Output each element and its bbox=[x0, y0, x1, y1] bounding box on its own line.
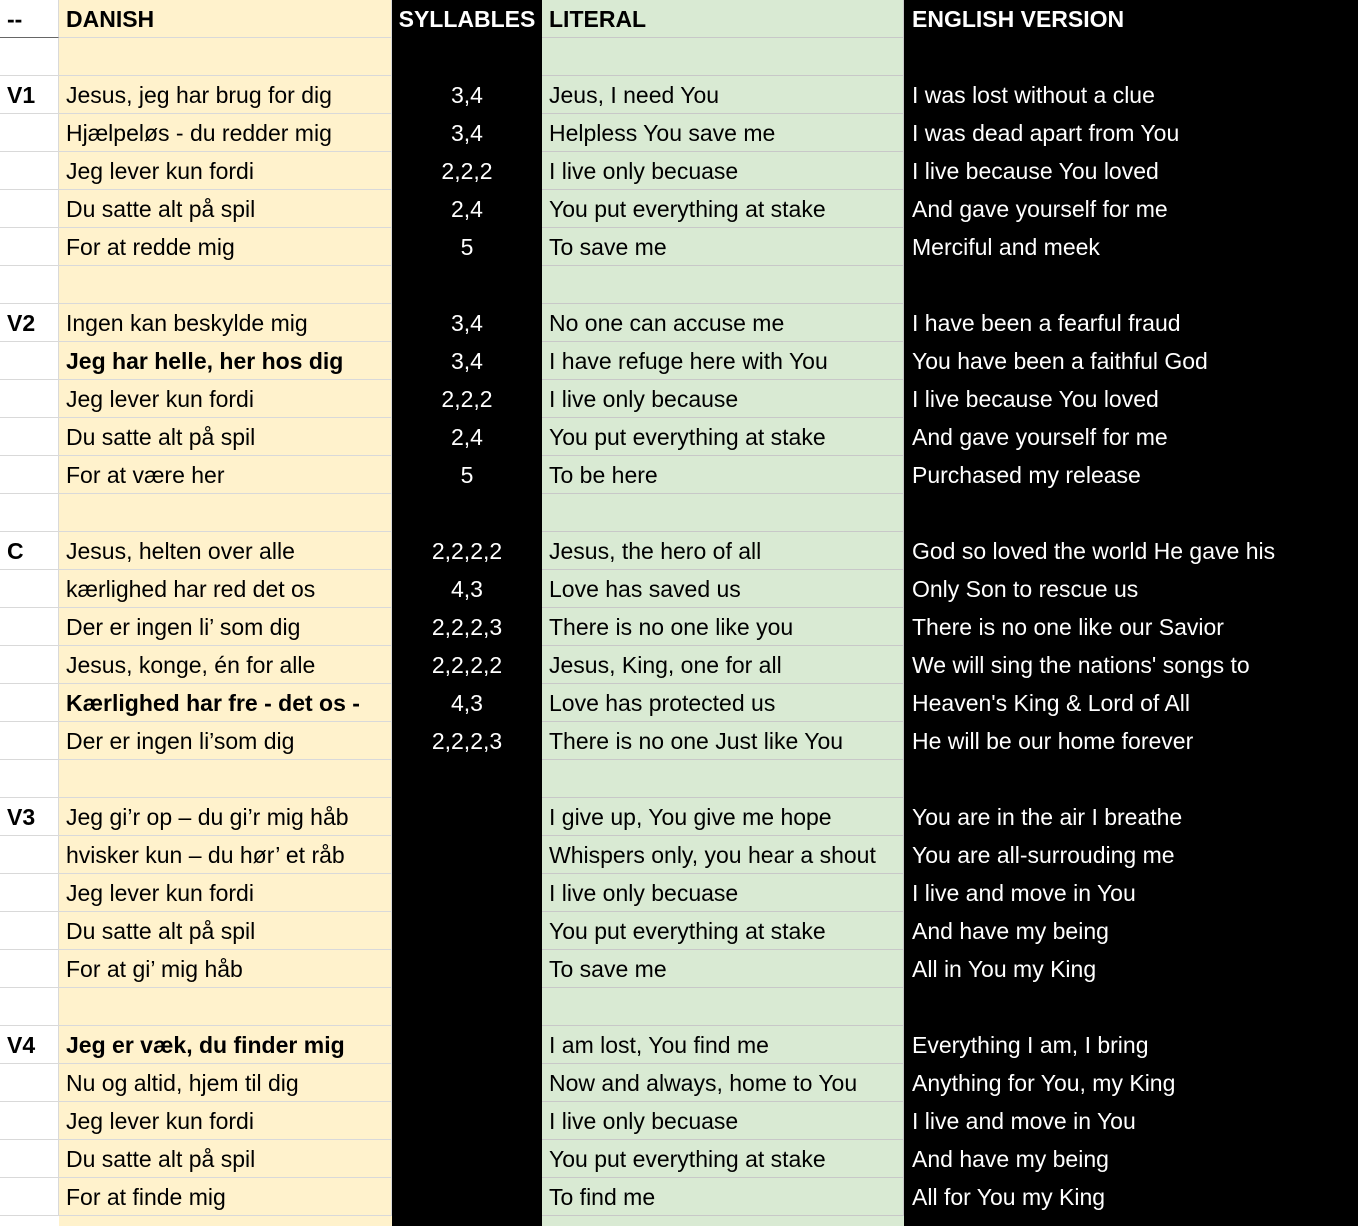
english-cell[interactable]: I live because You loved bbox=[904, 380, 1358, 418]
table-row bbox=[0, 380, 1358, 418]
english-cell[interactable]: You are in the air I breathe bbox=[904, 798, 1358, 836]
syllables-cell[interactable]: 3,4 bbox=[392, 304, 542, 342]
syllables-cell[interactable]: 2,4 bbox=[392, 190, 542, 228]
syllables-cell[interactable] bbox=[392, 1102, 542, 1140]
syllables-cell[interactable]: 4,3 bbox=[392, 570, 542, 608]
literal-cell[interactable]: There is no one Just like You bbox=[542, 722, 904, 760]
danish-cell[interactable] bbox=[59, 266, 392, 304]
danish-cell[interactable]: Jesus, jeg har brug for dig bbox=[59, 76, 392, 114]
section-cell[interactable] bbox=[0, 456, 59, 494]
english-cell[interactable]: You are all-surrouding me bbox=[904, 836, 1358, 874]
english-cell[interactable]: Purchased my release bbox=[904, 456, 1358, 494]
section-cell[interactable] bbox=[0, 950, 59, 988]
section-cell[interactable] bbox=[0, 418, 59, 456]
table-row bbox=[0, 152, 1358, 190]
literal-cell[interactable]: You put everything at stake bbox=[542, 418, 904, 456]
danish-cell[interactable]: kærlighed har red det os bbox=[59, 570, 392, 608]
danish-cell[interactable]: Ingen kan beskylde mig bbox=[59, 304, 392, 342]
literal-cell[interactable] bbox=[542, 988, 904, 1026]
section-cell[interactable]: V3 bbox=[0, 798, 59, 836]
literal-cell[interactable]: Jesus, King, one for all bbox=[542, 646, 904, 684]
english-cell[interactable]: We will sing the nations' songs to bbox=[904, 646, 1358, 684]
danish-cell[interactable]: Jeg er væk, du finder mig bbox=[59, 1026, 392, 1064]
section-cell[interactable] bbox=[0, 570, 59, 608]
english-cell[interactable]: I was lost without a clue bbox=[904, 76, 1358, 114]
danish-cell[interactable]: hvisker kun – du hør’ et råb bbox=[59, 836, 392, 874]
literal-cell[interactable] bbox=[542, 494, 904, 532]
syllables-cell[interactable] bbox=[392, 1178, 542, 1216]
danish-cell[interactable]: Jeg har helle, her hos dig bbox=[59, 342, 392, 380]
section-cell[interactable] bbox=[0, 380, 59, 418]
table-row bbox=[0, 1064, 1358, 1102]
english-cell[interactable]: All for You my King bbox=[904, 1178, 1358, 1216]
table-row bbox=[0, 874, 1358, 912]
literal-cell[interactable]: Now and always, home to You bbox=[542, 1064, 904, 1102]
english-cell[interactable]: There is no one like our Savior bbox=[904, 608, 1358, 646]
table-row bbox=[0, 798, 1358, 836]
literal-cell[interactable]: Love has protected us bbox=[542, 684, 904, 722]
section-cell[interactable]: V2 bbox=[0, 304, 59, 342]
literal-cell[interactable]: You put everything at stake bbox=[542, 1140, 904, 1178]
table-row bbox=[0, 1026, 1358, 1064]
table-row bbox=[0, 266, 1358, 304]
section-cell[interactable] bbox=[0, 760, 59, 798]
table-row bbox=[0, 494, 1358, 532]
danish-cell[interactable] bbox=[59, 988, 392, 1026]
english-cell[interactable]: He will be our home forever bbox=[904, 722, 1358, 760]
danish-cell[interactable]: Jeg lever kun fordi bbox=[59, 1102, 392, 1140]
literal-cell[interactable]: There is no one like you bbox=[542, 608, 904, 646]
english-cell[interactable]: You have been a faithful God bbox=[904, 342, 1358, 380]
table-row bbox=[0, 304, 1358, 342]
syllables-cell[interactable] bbox=[392, 1140, 542, 1178]
danish-cell[interactable]: Hjælpeløs - du redder mig bbox=[59, 114, 392, 152]
syllables-cell[interactable]: 5 bbox=[392, 228, 542, 266]
english-cell[interactable]: I was dead apart from You bbox=[904, 114, 1358, 152]
danish-cell[interactable]: Du satte alt på spil bbox=[59, 1140, 392, 1178]
english-cell[interactable] bbox=[904, 760, 1358, 798]
section-cell[interactable] bbox=[0, 1178, 59, 1216]
literal-cell[interactable] bbox=[542, 760, 904, 798]
literal-cell[interactable]: I am lost, You find me bbox=[542, 1026, 904, 1064]
literal-cell[interactable]: Whispers only, you hear a shout bbox=[542, 836, 904, 874]
header-section-cell[interactable]: -- bbox=[0, 0, 59, 38]
syllables-cell[interactable]: 3,4 bbox=[392, 114, 542, 152]
table-row bbox=[0, 608, 1358, 646]
syllables-cell[interactable] bbox=[392, 760, 542, 798]
literal-cell[interactable]: No one can accuse me bbox=[542, 304, 904, 342]
syllables-cell[interactable] bbox=[392, 38, 542, 76]
english-cell[interactable]: Everything I am, I bring bbox=[904, 1026, 1358, 1064]
english-cell[interactable]: And have my being bbox=[904, 1140, 1358, 1178]
section-cell[interactable] bbox=[0, 988, 59, 1026]
literal-cell[interactable] bbox=[542, 38, 904, 76]
table-row bbox=[0, 228, 1358, 266]
english-cell[interactable]: Heaven's King & Lord of All bbox=[904, 684, 1358, 722]
syllables-cell[interactable] bbox=[392, 798, 542, 836]
section-cell[interactable] bbox=[0, 722, 59, 760]
english-cell[interactable]: I live and move in You bbox=[904, 1102, 1358, 1140]
header-row bbox=[0, 0, 1358, 38]
literal-cell[interactable]: To save me bbox=[542, 228, 904, 266]
literal-cell[interactable] bbox=[542, 266, 904, 304]
literal-cell[interactable]: You put everything at stake bbox=[542, 190, 904, 228]
danish-cell[interactable]: Der er ingen li’som dig bbox=[59, 722, 392, 760]
danish-cell[interactable]: Der er ingen li’ som dig bbox=[59, 608, 392, 646]
syllables-cell[interactable] bbox=[392, 950, 542, 988]
table-row bbox=[0, 418, 1358, 456]
section-cell[interactable] bbox=[0, 646, 59, 684]
danish-cell[interactable]: Jeg lever kun fordi bbox=[59, 380, 392, 418]
table-row bbox=[0, 532, 1358, 570]
table-row bbox=[0, 836, 1358, 874]
literal-cell[interactable]: Jesus, the hero of all bbox=[542, 532, 904, 570]
table-row bbox=[0, 38, 1358, 76]
literal-cell[interactable]: To find me bbox=[542, 1178, 904, 1216]
section-cell[interactable] bbox=[0, 114, 59, 152]
literal-cell[interactable]: To save me bbox=[542, 950, 904, 988]
english-cell[interactable]: I have been a fearful fraud bbox=[904, 304, 1358, 342]
section-cell[interactable] bbox=[0, 266, 59, 304]
table-row bbox=[0, 988, 1358, 1026]
literal-cell[interactable]: I live only because bbox=[542, 380, 904, 418]
partial-row-tail bbox=[0, 1216, 1358, 1226]
table-row bbox=[0, 722, 1358, 760]
english-cell[interactable] bbox=[904, 38, 1358, 76]
literal-cell[interactable]: Helpless You save me bbox=[542, 114, 904, 152]
section-cell[interactable] bbox=[0, 152, 59, 190]
syllables-cell[interactable]: 5 bbox=[392, 456, 542, 494]
section-cell[interactable] bbox=[0, 608, 59, 646]
literal-cell[interactable]: I live only becuase bbox=[542, 1102, 904, 1140]
english-cell[interactable]: I live and move in You bbox=[904, 874, 1358, 912]
syllables-cell[interactable] bbox=[392, 1026, 542, 1064]
syllables-cell[interactable]: 2,2,2,2 bbox=[392, 532, 542, 570]
syllables-cell[interactable]: 2,2,2,3 bbox=[392, 608, 542, 646]
section-cell[interactable]: V1 bbox=[0, 76, 59, 114]
section-cell[interactable] bbox=[0, 684, 59, 722]
literal-cell[interactable]: I give up, You give me hope bbox=[542, 798, 904, 836]
table-row bbox=[0, 760, 1358, 798]
english-cell[interactable]: God so loved the world He gave his bbox=[904, 532, 1358, 570]
danish-cell[interactable]: Du satte alt på spil bbox=[59, 912, 392, 950]
section-cell[interactable] bbox=[0, 874, 59, 912]
table-row bbox=[0, 342, 1358, 380]
section-cell[interactable] bbox=[0, 1140, 59, 1178]
danish-cell[interactable] bbox=[59, 494, 392, 532]
syllables-cell[interactable]: 2,2,2 bbox=[392, 380, 542, 418]
literal-cell[interactable]: Love has saved us bbox=[542, 570, 904, 608]
syllables-cell[interactable] bbox=[392, 912, 542, 950]
syllables-cell[interactable] bbox=[392, 266, 542, 304]
literal-cell[interactable]: Jeus, I need You bbox=[542, 76, 904, 114]
danish-cell[interactable] bbox=[59, 38, 392, 76]
english-cell[interactable] bbox=[904, 988, 1358, 1026]
header-english-cell[interactable]: ENGLISH VERSION bbox=[904, 0, 1358, 38]
table-row bbox=[0, 114, 1358, 152]
danish-cell[interactable]: Jeg gi’r op – du gi’r mig håb bbox=[59, 798, 392, 836]
danish-cell[interactable]: Du satte alt på spil bbox=[59, 418, 392, 456]
syllables-cell[interactable]: 2,2,2,3 bbox=[392, 722, 542, 760]
english-cell[interactable] bbox=[904, 494, 1358, 532]
english-cell[interactable]: Only Son to rescue us bbox=[904, 570, 1358, 608]
section-cell[interactable] bbox=[0, 1064, 59, 1102]
syllables-cell[interactable]: 2,2,2,2 bbox=[392, 646, 542, 684]
table-row bbox=[0, 646, 1358, 684]
danish-cell[interactable]: Jeg lever kun fordi bbox=[59, 874, 392, 912]
table-row bbox=[0, 190, 1358, 228]
danish-cell[interactable]: For at være her bbox=[59, 456, 392, 494]
danish-cell[interactable]: For at finde mig bbox=[59, 1178, 392, 1216]
section-cell[interactable] bbox=[0, 912, 59, 950]
section-cell[interactable] bbox=[0, 1102, 59, 1140]
english-cell[interactable]: Merciful and meek bbox=[904, 228, 1358, 266]
english-cell[interactable]: I live because You loved bbox=[904, 152, 1358, 190]
section-cell[interactable] bbox=[0, 190, 59, 228]
english-cell[interactable]: Anything for You, my King bbox=[904, 1064, 1358, 1102]
literal-cell[interactable]: You put everything at stake bbox=[542, 912, 904, 950]
syllables-cell[interactable] bbox=[392, 874, 542, 912]
english-cell[interactable]: And gave yourself for me bbox=[904, 418, 1358, 456]
table-row bbox=[0, 1178, 1358, 1216]
literal-cell[interactable]: I have refuge here with You bbox=[542, 342, 904, 380]
section-cell[interactable] bbox=[0, 228, 59, 266]
literal-cell[interactable]: I live only becuase bbox=[542, 152, 904, 190]
danish-cell[interactable]: Du satte alt på spil bbox=[59, 190, 392, 228]
danish-cell[interactable]: For at redde mig bbox=[59, 228, 392, 266]
table-row bbox=[0, 76, 1358, 114]
table-row bbox=[0, 570, 1358, 608]
header-syllables-cell[interactable]: SYLLABLES bbox=[392, 0, 542, 38]
section-cell[interactable]: C bbox=[0, 532, 59, 570]
danish-cell[interactable]: Jesus, helten over alle bbox=[59, 532, 392, 570]
danish-cell[interactable]: For at gi’ mig håb bbox=[59, 950, 392, 988]
syllables-cell[interactable] bbox=[392, 1064, 542, 1102]
syllables-cell[interactable]: 3,4 bbox=[392, 342, 542, 380]
section-cell[interactable]: V4 bbox=[0, 1026, 59, 1064]
english-cell[interactable]: And gave yourself for me bbox=[904, 190, 1358, 228]
danish-cell[interactable]: Kærlighed har fre - det os - bbox=[59, 684, 392, 722]
syllables-cell[interactable] bbox=[392, 494, 542, 532]
header-literal-cell[interactable]: LITERAL bbox=[542, 0, 904, 38]
danish-cell[interactable] bbox=[59, 760, 392, 798]
syllables-cell[interactable]: 3,4 bbox=[392, 76, 542, 114]
section-cell[interactable] bbox=[0, 38, 59, 76]
syllables-cell[interactable] bbox=[392, 836, 542, 874]
danish-cell[interactable]: Nu og altid, hjem til dig bbox=[59, 1064, 392, 1102]
table-row bbox=[0, 1140, 1358, 1178]
table-row bbox=[0, 456, 1358, 494]
english-cell[interactable]: All in You my King bbox=[904, 950, 1358, 988]
syllables-cell[interactable]: 2,4 bbox=[392, 418, 542, 456]
english-cell[interactable]: And have my being bbox=[904, 912, 1358, 950]
syllables-cell[interactable] bbox=[392, 988, 542, 1026]
syllables-cell[interactable]: 2,2,2 bbox=[392, 152, 542, 190]
section-cell[interactable] bbox=[0, 836, 59, 874]
syllables-cell[interactable]: 4,3 bbox=[392, 684, 542, 722]
literal-cell[interactable]: I live only becuase bbox=[542, 874, 904, 912]
table-row bbox=[0, 950, 1358, 988]
table-row bbox=[0, 684, 1358, 722]
table-row bbox=[0, 1102, 1358, 1140]
literal-cell[interactable]: To be here bbox=[542, 456, 904, 494]
section-cell[interactable] bbox=[0, 494, 59, 532]
danish-cell[interactable]: Jeg lever kun fordi bbox=[59, 152, 392, 190]
section-cell[interactable] bbox=[0, 342, 59, 380]
table-row bbox=[0, 912, 1358, 950]
header-danish-cell[interactable]: DANISH bbox=[59, 0, 392, 38]
english-cell[interactable] bbox=[904, 266, 1358, 304]
danish-cell[interactable]: Jesus, konge, én for alle bbox=[59, 646, 392, 684]
